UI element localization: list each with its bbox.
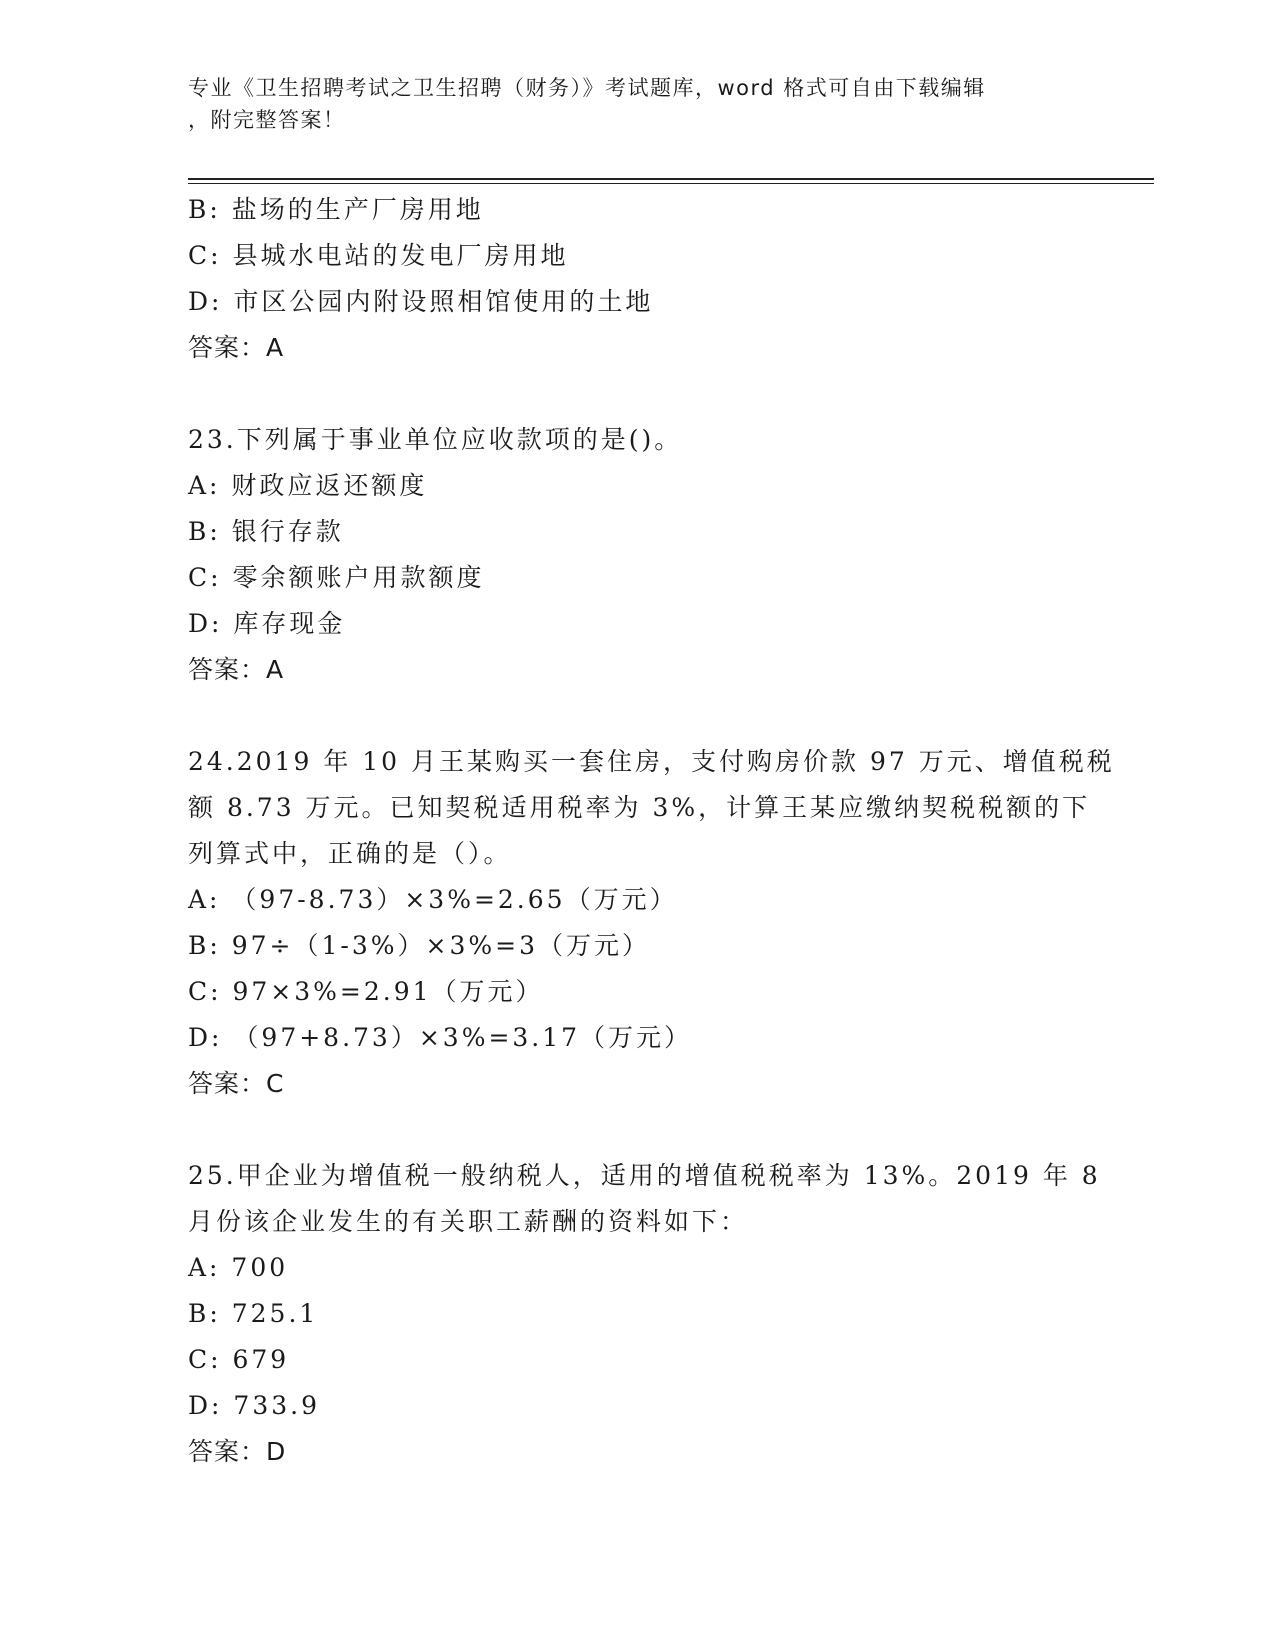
document-header bbox=[188, 72, 1088, 136]
header-line-1: 专业《卫生招聘考试之卫生招聘（财务）》考试题库，word 格式可自由下载编辑 bbox=[188, 76, 986, 100]
header-line-2: ，附完整答案！ bbox=[188, 108, 346, 132]
question-stem-line-3: 列算式中，正确的是（）。 bbox=[188, 839, 512, 868]
spacer bbox=[188, 1107, 1088, 1153]
question-24 bbox=[188, 739, 1115, 1107]
answer-line: 答案：A bbox=[188, 333, 285, 362]
option-c: C: 零余额账户用款额度 bbox=[188, 563, 485, 592]
spacer bbox=[188, 693, 1088, 739]
option-b: B: 盐场的生产厂房用地 bbox=[188, 195, 484, 224]
question-stem-line-1: 25.甲企业为增值税一般纳税人，适用的增值税税率为 13%。2019 年 8 bbox=[188, 1161, 1101, 1190]
question-content bbox=[188, 187, 1115, 1475]
header-divider-thin bbox=[188, 183, 1154, 184]
option-b: B: 97÷（1-3%）×3%=3（万元） bbox=[188, 931, 650, 960]
header-divider-thick bbox=[188, 178, 1154, 180]
question-25 bbox=[188, 1153, 1101, 1475]
option-c: C: 679 bbox=[188, 1345, 290, 1374]
prev-question bbox=[188, 187, 1088, 371]
option-d: D: 库存现金 bbox=[188, 609, 346, 638]
option-a: A: 700 bbox=[188, 1253, 289, 1282]
option-a: A: 财政应返还额度 bbox=[188, 471, 428, 500]
question-23 bbox=[188, 417, 1088, 693]
answer-line: 答案：C bbox=[188, 1069, 285, 1098]
question-stem-line-2: 月份该企业发生的有关职工薪酬的资料如下： bbox=[188, 1207, 749, 1236]
option-d: D: 733.9 bbox=[188, 1391, 320, 1420]
question-stem: 23.下列属于事业单位应收款项的是()。 bbox=[188, 425, 683, 454]
answer-line: 答案：A bbox=[188, 655, 285, 684]
answer-line: 答案：D bbox=[188, 1437, 287, 1466]
option-a: A: （97-8.73）×3%=2.65（万元） bbox=[188, 885, 678, 914]
option-c: C: 97×3%=2.91（万元） bbox=[188, 977, 544, 1006]
question-stem-line-2: 额 8.73 万元。已知契税适用税率为 3%，计算王某应缴纳契税税额的下 bbox=[188, 793, 1091, 822]
spacer bbox=[188, 371, 1088, 417]
option-b: B: 银行存款 bbox=[188, 517, 344, 546]
option-d: D: （97+8.73）×3%=3.17（万元） bbox=[188, 1023, 693, 1052]
option-c: C: 县城水电站的发电厂房用地 bbox=[188, 241, 569, 270]
option-d: D: 市区公园内附设照相馆使用的土地 bbox=[188, 287, 654, 316]
option-b: B: 725.1 bbox=[188, 1299, 319, 1328]
question-stem-line-1: 24.2019 年 10 月王某购买一套住房，支付购房价款 97 万元、增值税税 bbox=[188, 747, 1115, 776]
